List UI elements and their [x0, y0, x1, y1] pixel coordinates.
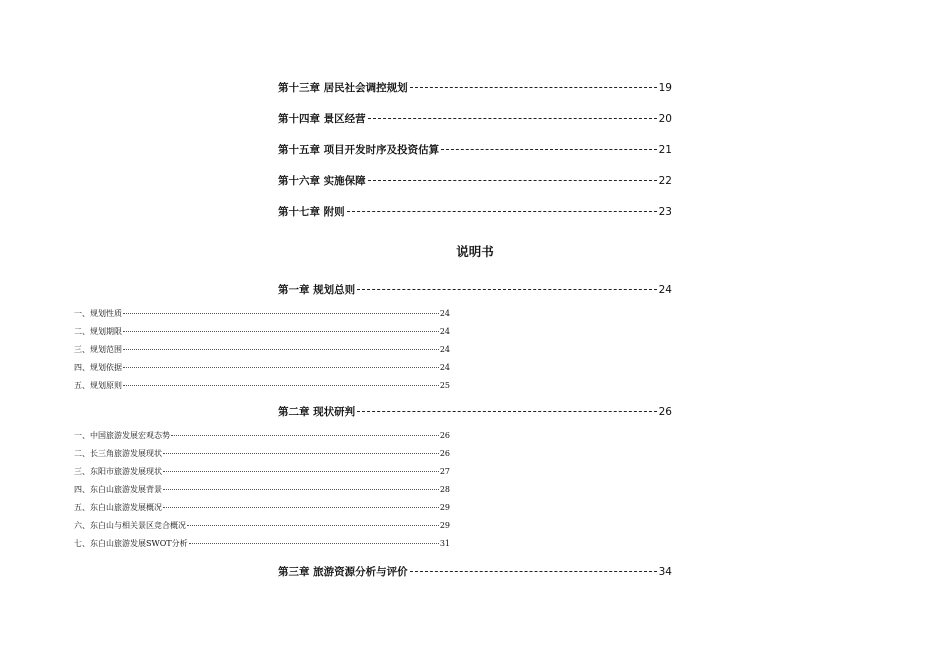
toc-entry-page: 23: [658, 206, 672, 218]
toc-subentry-title: 三、东阳市旅游发展现状: [74, 467, 162, 476]
toc-entry-chapter-16[interactable]: [278, 174, 672, 188]
toc-subentry[interactable]: [74, 485, 450, 495]
toc-entry-page: 19: [658, 82, 672, 94]
dot-leader: [123, 385, 439, 386]
toc-subentry-page: 24: [439, 327, 450, 336]
toc-entry-chapter-14[interactable]: [278, 112, 672, 126]
toc-subentry-page: 31: [439, 539, 450, 548]
toc-subentry[interactable]: [74, 503, 450, 513]
dot-leader: [171, 435, 439, 436]
toc-entry-chapter-15[interactable]: [278, 143, 672, 157]
dot-leader: [123, 331, 439, 332]
toc-entry-chapter-13[interactable]: [278, 81, 672, 95]
section-heading: 说明书: [456, 244, 494, 259]
toc-subentry-page: 29: [439, 521, 450, 530]
toc-entry-page: 34: [658, 566, 672, 578]
toc-subentry[interactable]: [74, 381, 450, 391]
toc-subentry-page: 26: [439, 431, 450, 440]
dash-leader: [368, 118, 657, 119]
toc-subentry[interactable]: [74, 521, 450, 531]
toc-entry-page: 24: [658, 284, 672, 296]
toc-subentry[interactable]: [74, 431, 450, 441]
toc-subentry-page: 28: [439, 485, 450, 494]
toc-subentry-title: 二、长三角旅游发展现状: [74, 449, 162, 458]
dot-leader: [163, 489, 439, 490]
toc-subentry-page: 24: [439, 309, 450, 318]
toc-entry-page: 21: [658, 144, 672, 156]
toc-subentry-page: 24: [439, 345, 450, 354]
dash-leader: [357, 289, 656, 290]
toc-entry-page: 26: [658, 406, 672, 418]
toc-entry-title: 第十六章 实施保障: [278, 175, 366, 187]
toc-subentry-page: 26: [439, 449, 450, 458]
dot-leader: [187, 525, 439, 526]
toc-subentry[interactable]: [74, 327, 450, 337]
toc-subentry[interactable]: [74, 363, 450, 373]
dash-leader: [357, 411, 656, 412]
dot-leader: [163, 471, 439, 472]
toc-subentry-page: 25: [439, 381, 450, 390]
toc-subentry-page: 24: [439, 363, 450, 372]
toc-entry-chapter-2[interactable]: [278, 405, 672, 419]
dash-leader: [410, 87, 657, 88]
toc-entry-page: 22: [658, 175, 672, 187]
dot-leader: [123, 349, 439, 350]
toc-subentry-title: 四、规划依据: [74, 363, 122, 372]
toc-subentry-title: 四、东白山旅游发展背景: [74, 485, 162, 494]
toc-subentry-page: 29: [439, 503, 450, 512]
toc-entry-chapter-1[interactable]: [278, 283, 672, 297]
dash-leader: [368, 180, 657, 181]
toc-subentry-title: 一、中国旅游发展宏观态势: [74, 431, 170, 440]
toc-entry-title: 第十三章 居民社会调控规划: [278, 82, 408, 94]
dot-leader: [123, 313, 439, 314]
toc-entry-title: 第一章 规划总则: [278, 284, 356, 296]
toc-entry-page: 20: [658, 113, 672, 125]
dot-leader: [123, 367, 439, 368]
toc-entry-title: 第十七章 附则: [278, 206, 345, 218]
dash-leader: [441, 149, 656, 150]
dot-leader: [189, 543, 439, 544]
toc-subentry[interactable]: [74, 449, 450, 459]
toc-subentry-title: 七、东白山旅游发展SWOT分析: [74, 539, 188, 548]
dot-leader: [163, 453, 439, 454]
toc-subentry[interactable]: [74, 539, 450, 549]
toc-subentry-title: 一、规划性质: [74, 309, 122, 318]
toc-entry-chapter-3[interactable]: [278, 565, 672, 579]
toc-subentry[interactable]: [74, 467, 450, 477]
toc-entry-title: 第三章 旅游资源分析与评价: [278, 566, 408, 578]
toc-subentry-title: 五、东白山旅游发展概况: [74, 503, 162, 512]
dot-leader: [163, 507, 439, 508]
toc-subentry-title: 二、规划期限: [74, 327, 122, 336]
toc-subentry-title: 三、规划范围: [74, 345, 122, 354]
toc-subentry[interactable]: [74, 309, 450, 319]
toc-subentry[interactable]: [74, 345, 450, 355]
toc-entry-title: 第十四章 景区经营: [278, 113, 366, 125]
dash-leader: [347, 211, 657, 212]
toc-entry-title: 第十五章 项目开发时序及投资估算: [278, 144, 440, 156]
toc-entry-title: 第二章 现状研判: [278, 406, 356, 418]
dash-leader: [410, 571, 657, 572]
toc-entry-chapter-17[interactable]: [278, 205, 672, 219]
toc-subentry-title: 五、规划原则: [74, 381, 122, 390]
toc-subentry-title: 六、东白山与相关景区竞合概况: [74, 521, 186, 530]
toc-subentry-page: 27: [439, 467, 450, 476]
